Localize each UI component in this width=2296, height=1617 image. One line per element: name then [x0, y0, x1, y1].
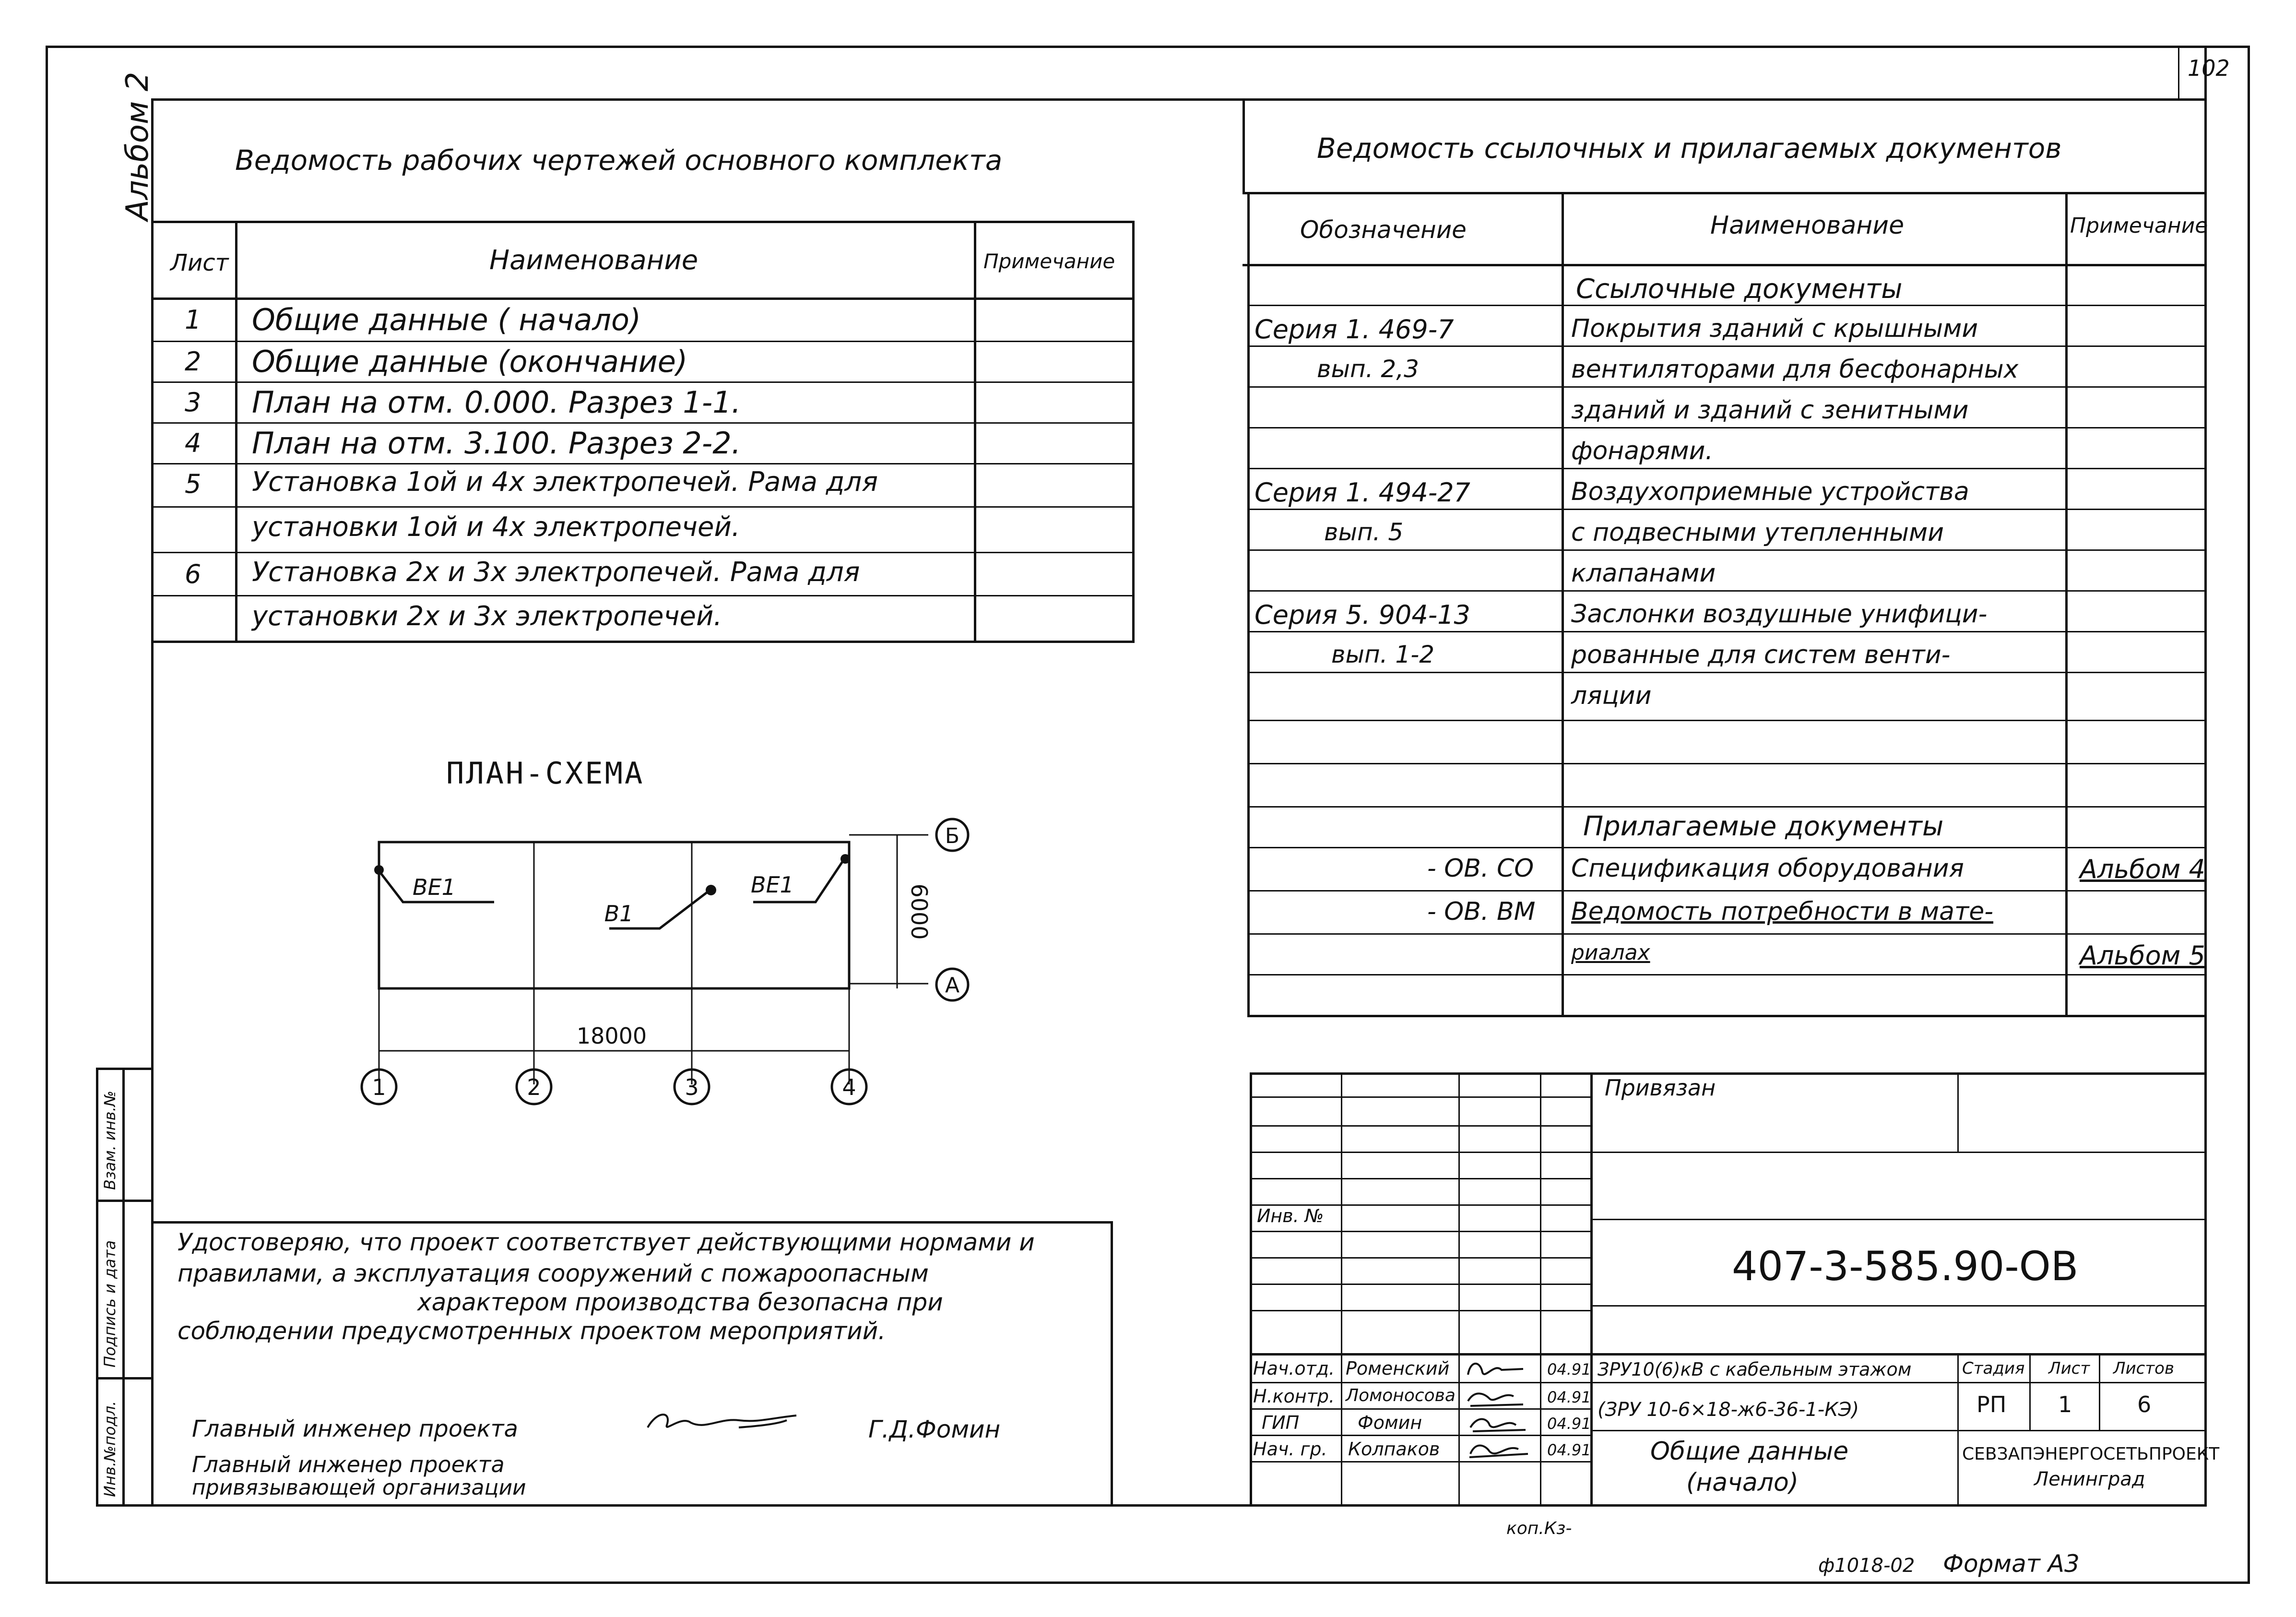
references-row-designation: вып. 1-2 — [1331, 641, 1435, 668]
drawings-row-name: установки 1ой и 4х электропечей. — [252, 511, 740, 543]
references-header-note: Примечание — [2070, 214, 2208, 238]
references-row-designation: Серия 1. 469-7 — [1255, 314, 1454, 345]
title-stage-header: Стадия — [1962, 1359, 2025, 1378]
drawings-row-name: установки 2х и 3х электропечей. — [252, 601, 722, 632]
title-sheet-header: Лист — [2048, 1359, 2090, 1378]
plan-label-be1-left: ВЕ1 — [413, 874, 456, 900]
certification-right — [1111, 1221, 1113, 1507]
plan-axis-number-4: 4 — [842, 1074, 856, 1100]
title-object-line1: ЗРУ10(6)кВ с кабельным этажом — [1598, 1359, 1912, 1380]
certification-line2: правилами, а эксплуатация сооружений с пожароопасным — [178, 1260, 929, 1287]
chief-engineer-name: Г.Д.Фомин — [868, 1415, 1001, 1443]
role-name: Роменский — [1346, 1358, 1450, 1379]
plan-axis-number-1: 1 — [372, 1074, 386, 1100]
side-stamp-podpis: Подпись и дата — [101, 1240, 119, 1367]
role-date: 04.91 — [1547, 1360, 1591, 1379]
drawings-row-name: Установка 2х и 3х электропечей. Рама для — [252, 557, 860, 588]
references-row-name: фонарями. — [1571, 437, 1713, 465]
document-code: 407-3-585.90-ОВ — [1732, 1243, 2079, 1290]
references-row-name: вентиляторами для бесфонарных — [1571, 355, 2019, 384]
plan-scheme-title: ПЛАН-СХЕМА — [446, 756, 645, 791]
drawings-row-name: План на отм. 0.000. Разрез 1-1. — [252, 385, 741, 420]
references-row-designation: - ОВ. ВМ — [1427, 897, 1536, 926]
drawings-row-name: План на отм. 3.100. Разрез 2-2. — [252, 426, 741, 461]
references-row-note: Альбом 4 — [2080, 854, 2205, 884]
references-row-name: Покрытия зданий с крышными — [1571, 314, 1978, 343]
role-name: Фомин — [1358, 1412, 1422, 1433]
title-org-1: СЕВЗАПЭНЕРГОСЕТЬПРОЕКТ — [1962, 1444, 2220, 1464]
references-row-note: Альбом 5 — [2080, 940, 2205, 971]
role-date: 04.91 — [1547, 1441, 1591, 1459]
certification-line3: характером производства безопасна при — [417, 1288, 943, 1316]
references-row-designation: Серия 5. 904-13 — [1255, 600, 1470, 630]
drawings-row-name: Установка 1ой и 4х электропечей. Рама для — [252, 466, 878, 498]
title-signatures — [1461, 1355, 1540, 1466]
title-inv-no: Инв. № — [1257, 1205, 1324, 1226]
title-stage: РП — [1976, 1391, 2007, 1417]
role-label: Нач.отд. — [1253, 1358, 1335, 1379]
plan-label-b1: В1 — [604, 901, 634, 927]
references-row-name: Воздухоприемные устройства — [1571, 477, 1969, 506]
drawings-list-title: Ведомость рабочих чертежей основного комплекта — [235, 144, 1003, 177]
page-number: 102 — [2188, 55, 2230, 81]
role-label: Нач. гр. — [1253, 1439, 1327, 1460]
title-sheets-header: Листов — [2113, 1359, 2175, 1378]
drawings-row-sheet: 1 — [185, 305, 201, 335]
references-frame-left — [1243, 98, 1245, 194]
role-date: 04.91 — [1547, 1388, 1591, 1406]
title-privyazan: Привязан — [1605, 1075, 1716, 1101]
role-label: Н.контр. — [1253, 1386, 1335, 1407]
references-row-name: Прилагаемые документы — [1583, 811, 1944, 842]
references-row-name: зданий и зданий с зенитными — [1571, 396, 1969, 425]
chief-engineer-signature — [643, 1406, 801, 1439]
drawings-row-name: Общие данные (окончание) — [252, 344, 688, 379]
drawings-row-sheet: 2 — [185, 346, 201, 377]
side-stamp-vzam: Взам. инв.№ — [101, 1090, 119, 1190]
chief-engineer-binding-2: привязывающей организации — [192, 1475, 526, 1500]
drawings-row-sheet: 5 — [185, 469, 201, 499]
drawings-header-note: Примечание — [983, 250, 1115, 273]
title-sheet-title-2: (начало) — [1686, 1468, 1799, 1497]
references-row-name: Спецификация оборудования — [1571, 854, 1964, 883]
plan-axis-number-2: 2 — [527, 1074, 541, 1100]
side-stamp-inv: Инв.№подл. — [101, 1401, 119, 1497]
plan-axis-letter-b: Б — [945, 824, 960, 848]
title-org-2: Ленинград — [2034, 1468, 2145, 1490]
role-date: 04.91 — [1547, 1415, 1591, 1433]
references-header-designation: Обозначение — [1300, 216, 1467, 244]
title-sheets: 6 — [2137, 1391, 2152, 1417]
certification-top — [151, 1221, 1113, 1224]
role-label: ГИП — [1262, 1412, 1300, 1433]
drawings-row-sheet: 3 — [185, 387, 201, 417]
plan-label-be1-right: ВЕ1 — [751, 872, 794, 898]
album-label: Альбом 2 — [120, 71, 155, 221]
plan-dim-18000: 18000 — [576, 1023, 647, 1049]
references-row-designation: Серия 1. 494-27 — [1255, 477, 1470, 508]
footer-format: Формат А3 — [1943, 1550, 2080, 1578]
references-row-name: риалах — [1571, 940, 1650, 965]
certification-line1: Удостоверяю, что проект соответствует действующими нормами и — [178, 1228, 1035, 1256]
chief-engineer-label: Главный инженер проекта — [192, 1415, 518, 1442]
references-row-name: с подвесными утепленными — [1571, 518, 1944, 547]
plan-axis-letter-a: А — [945, 973, 960, 998]
title-object-line2: (ЗРУ 10-6×18-ж6-36-1-КЭ) — [1598, 1399, 1859, 1421]
references-row-name: Заслонки воздушные унифици- — [1571, 600, 1988, 629]
references-title: Ведомость ссылочных и прилагаемых документов — [1317, 132, 2062, 165]
references-row-name: ляции — [1571, 681, 1652, 710]
references-row-name: рованные для систем венти- — [1571, 641, 1951, 669]
references-row-name: Ссылочные документы — [1576, 273, 1903, 305]
drawings-row-sheet: 4 — [185, 428, 201, 458]
references-row-designation: вып. 2,3 — [1317, 355, 1419, 383]
chief-engineer-binding-1: Главный инженер проекта — [192, 1451, 505, 1477]
footer-format-code: ф1018-02 — [1818, 1555, 1915, 1577]
drawings-header-name: Наименование — [489, 245, 698, 276]
drawings-row-sheet: 6 — [185, 559, 201, 589]
plan-dim-6000: 6000 — [906, 883, 932, 940]
drawings-header-sheet: Лист — [170, 250, 229, 276]
role-name: Ломоносова — [1346, 1386, 1456, 1405]
references-row-name: клапанами — [1571, 559, 1716, 588]
plan-axis-number-3: 3 — [685, 1074, 699, 1100]
title-sheet-title-1: Общие данные — [1650, 1437, 1849, 1466]
references-row-name: Ведомость потребности в мате- — [1571, 897, 1994, 926]
role-name: Колпаков — [1348, 1439, 1440, 1460]
references-row-designation: - ОВ. СО — [1427, 854, 1534, 883]
title-sheet: 1 — [2058, 1391, 2072, 1417]
references-header-name: Наименование — [1710, 211, 1905, 240]
footer-copy: коп.Кз- — [1506, 1519, 1572, 1538]
certification-line4: соблюдении предусмотренных проектом мероприятий. — [178, 1317, 886, 1345]
references-row-designation: вып. 5 — [1324, 518, 1404, 546]
drawings-row-name: Общие данные ( начало) — [252, 302, 641, 337]
